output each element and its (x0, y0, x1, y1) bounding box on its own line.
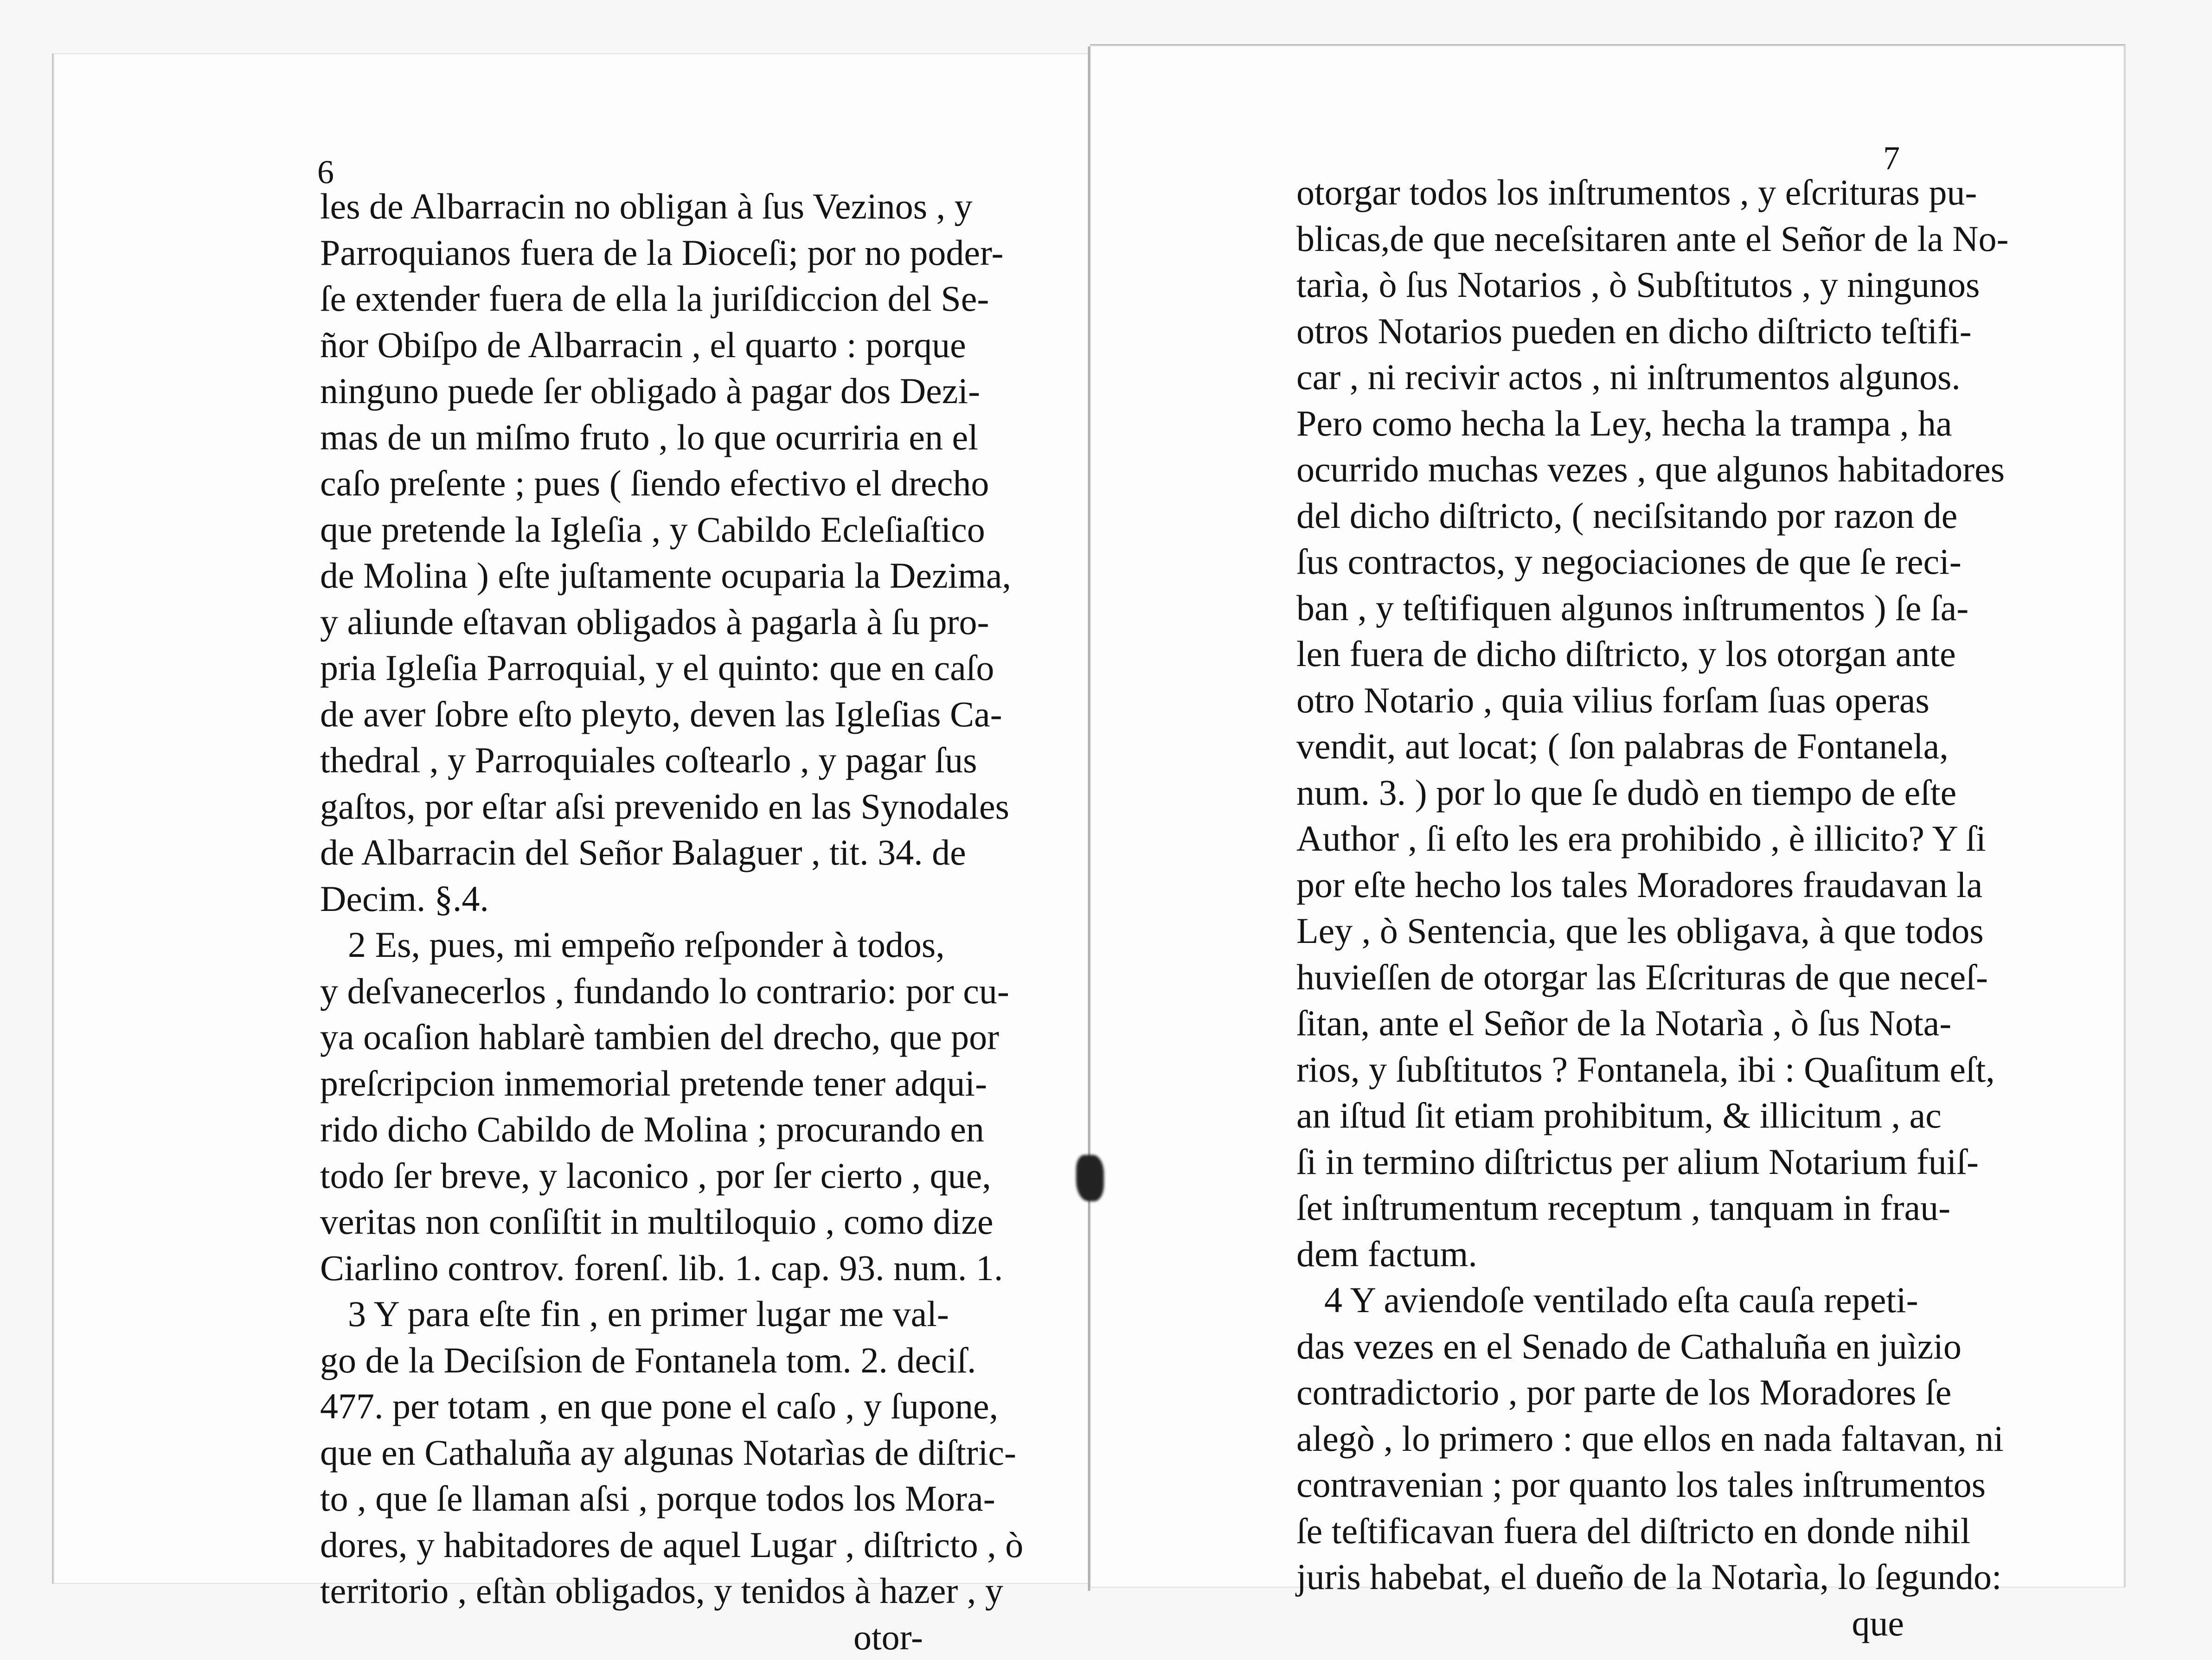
text-line: an iſtud ſit etiam prohibitum, & illicitum , ac (1296, 1092, 1904, 1139)
text-line: vendit, aut locat; ( ſon palabras de Fontanela, (1296, 723, 1904, 769)
text-line: ocurrido muchas vezes , que algunos habitadores (1296, 446, 1904, 493)
text-line: Decim. §.4. (320, 876, 923, 922)
text-line: alegò , lo primero : que ellos en nada faltavan, ni (1296, 1416, 1904, 1462)
text-line: ya ocaſion hablarè tambien del drecho, que por (320, 1014, 923, 1060)
text-line: Parroquianos fuera de la Dioceſi; por no poder- (320, 230, 923, 276)
binding-stitch-mark (1076, 1155, 1104, 1201)
paragraph-3-start: 3 Y para eſte fin , en primer lugar me val- (320, 1291, 923, 1337)
text-line: otros Notarios pueden en dicho diſtricto teſtifi- (1296, 308, 1904, 354)
text-line: len fuera de dicho diſtricto, y los otorgan ante (1296, 631, 1904, 677)
text-line: dores, y habitadores de aquel Lugar , diſtricto , ò (320, 1522, 923, 1568)
text-line: ban , y teſtifiquen algunos inſtrumentos ) ſe ſa- (1296, 585, 1904, 631)
catchword: otor- (320, 1614, 923, 1660)
text-line: juris habebat, el dueño de la Notarìa, lo ſegundo: (1296, 1554, 1904, 1600)
paragraph-4-start: 4 Y aviendoſe ventilado eſta cauſa repeti- (1296, 1277, 1904, 1323)
text-line: veritas non conſiſtit in multiloquio , como dize (320, 1199, 923, 1245)
text-line: del dicho diſtricto, ( neciſsitando por razon de (1296, 493, 1904, 539)
text-line: mas de un miſmo fruto , lo que ocurriria en el (320, 414, 923, 461)
text-line: contradictorio , por parte de los Moradores ſe (1296, 1369, 1904, 1416)
text-line: dem factum. (1296, 1231, 1904, 1277)
text-line: Ley , ò Sentencia, que les obligava, à que todos (1296, 908, 1904, 954)
left-page-text (320, 151, 923, 1660)
text-line: car , ni recivir actos , ni inſtrumentos algunos. (1296, 354, 1904, 400)
text-line: num. 3. ) por lo que ſe dudò en tiempo de eſte (1296, 769, 1904, 816)
text-line: contravenian ; por quanto los tales inſtrumentos (1296, 1461, 1904, 1508)
text-line: que pretende la Igleſia , y Cabildo Ecleſiaſtico (320, 506, 923, 553)
text-line: huvieſſen de otorgar las Eſcrituras de que neceſ- (1296, 954, 1904, 1000)
text-line: 477. per totam , en que pone el caſo , y ſupone, (320, 1383, 923, 1429)
text-line: tarìa, ò ſus Notarios , ò Subſtitutos , y ningunos (1296, 262, 1904, 308)
catchword: que (1296, 1600, 1904, 1647)
text-line: preſcripcion inmemorial pretende tener adqui- (320, 1060, 923, 1107)
text-line: thedral , y Parroquiales coſtearlo , y pagar ſus (320, 737, 923, 783)
text-line: ſus contractos, y negociaciones de que ſe reci- (1296, 538, 1904, 585)
text-line: de Albarracin del Señor Balaguer , tit. 34. de (320, 829, 923, 876)
text-line: Pero como hecha la Ley, hecha la trampa , ha (1296, 400, 1904, 447)
text-line: de aver ſobre eſto pleyto, deven las Igleſias Ca- (320, 691, 923, 737)
text-line: ſe extender fuera de ella la juriſdiccion del Se- (320, 276, 923, 322)
text-line: ſi in termino diſtrictus per alium Notarium fuiſ- (1296, 1139, 1904, 1185)
text-line: rido dicho Cabildo de Molina ; procurando en (320, 1106, 923, 1153)
text-line: ſet inſtrumentum receptum , tanquam in frau- (1296, 1185, 1904, 1231)
text-line: que en Cathaluña ay algunas Notarìas de diſtric- (320, 1429, 923, 1476)
text-line: to , que ſe llaman aſsi , porque todos los Mora- (320, 1475, 923, 1522)
page-number-left: 6 (317, 153, 334, 192)
text-line: das vezes en el Senado de Cathaluña en juìzio (1296, 1323, 1904, 1370)
text-line: Author , ſi eſto les era prohibido , è illicito? Y ſi (1296, 815, 1904, 862)
text-line: ſitan, ante el Señor de la Notarìa , ò ſus Nota- (1296, 1000, 1904, 1046)
text-line: y aliunde eſtavan obligados à pagarla à ſu pro- (320, 599, 923, 645)
right-page-text (1296, 137, 1904, 1646)
text-line: ſe teſtificavan fuera del diſtricto en donde nihil (1296, 1508, 1904, 1554)
text-line: territorio , eſtàn obligados, y tenidos à hazer , y (320, 1568, 923, 1614)
text-line: pria Igleſia Parroquial, y el quinto: que en caſo (320, 645, 923, 691)
text-line: go de la Deciſsion de Fontanela tom. 2. deciſ. (320, 1337, 923, 1384)
book-gutter (1088, 46, 1090, 1591)
text-line: rios, y ſubſtitutos ? Fontanela, ibi : Quaſitum eſt, (1296, 1046, 1904, 1093)
text-line: otro Notario , quia vilius forſam ſuas operas (1296, 677, 1904, 724)
text-line: de Molina ) eſte juſtamente ocuparia la Dezima, (320, 552, 923, 599)
text-line: Ciarlino controv. forenſ. lib. 1. cap. 93. num. 1. (320, 1245, 923, 1291)
text-line: todo ſer breve, y laconico , por ſer cierto , que, (320, 1153, 923, 1199)
text-line: otorgar todos los inſtrumentos , y eſcrituras pu- (1296, 169, 1904, 216)
text-line: ñor Obiſpo de Albarracin , el quarto : porque (320, 322, 923, 368)
text-line: blicas,de que neceſsitaren ante el Señor de la No- (1296, 216, 1904, 262)
text-line: por eſte hecho los tales Moradores fraudavan la (1296, 862, 1904, 908)
page-number-right: 7 (1883, 139, 1900, 178)
paragraph-2-start: 2 Es, pues, mi empeño reſponder à todos, (320, 922, 923, 968)
text-line: caſo preſente ; pues ( ſiendo efectivo el drecho (320, 460, 923, 506)
text-line: y deſvanecerlos , fundando lo contrario: por cu- (320, 968, 923, 1014)
text-line: ninguno puede ſer obligado à pagar dos Dezi- (320, 368, 923, 414)
text-line: les de Albarracin no obligan à ſus Vezinos , y (320, 183, 923, 230)
text-line: gaſtos, por eſtar aſsi prevenido en las Synodales (320, 783, 923, 830)
